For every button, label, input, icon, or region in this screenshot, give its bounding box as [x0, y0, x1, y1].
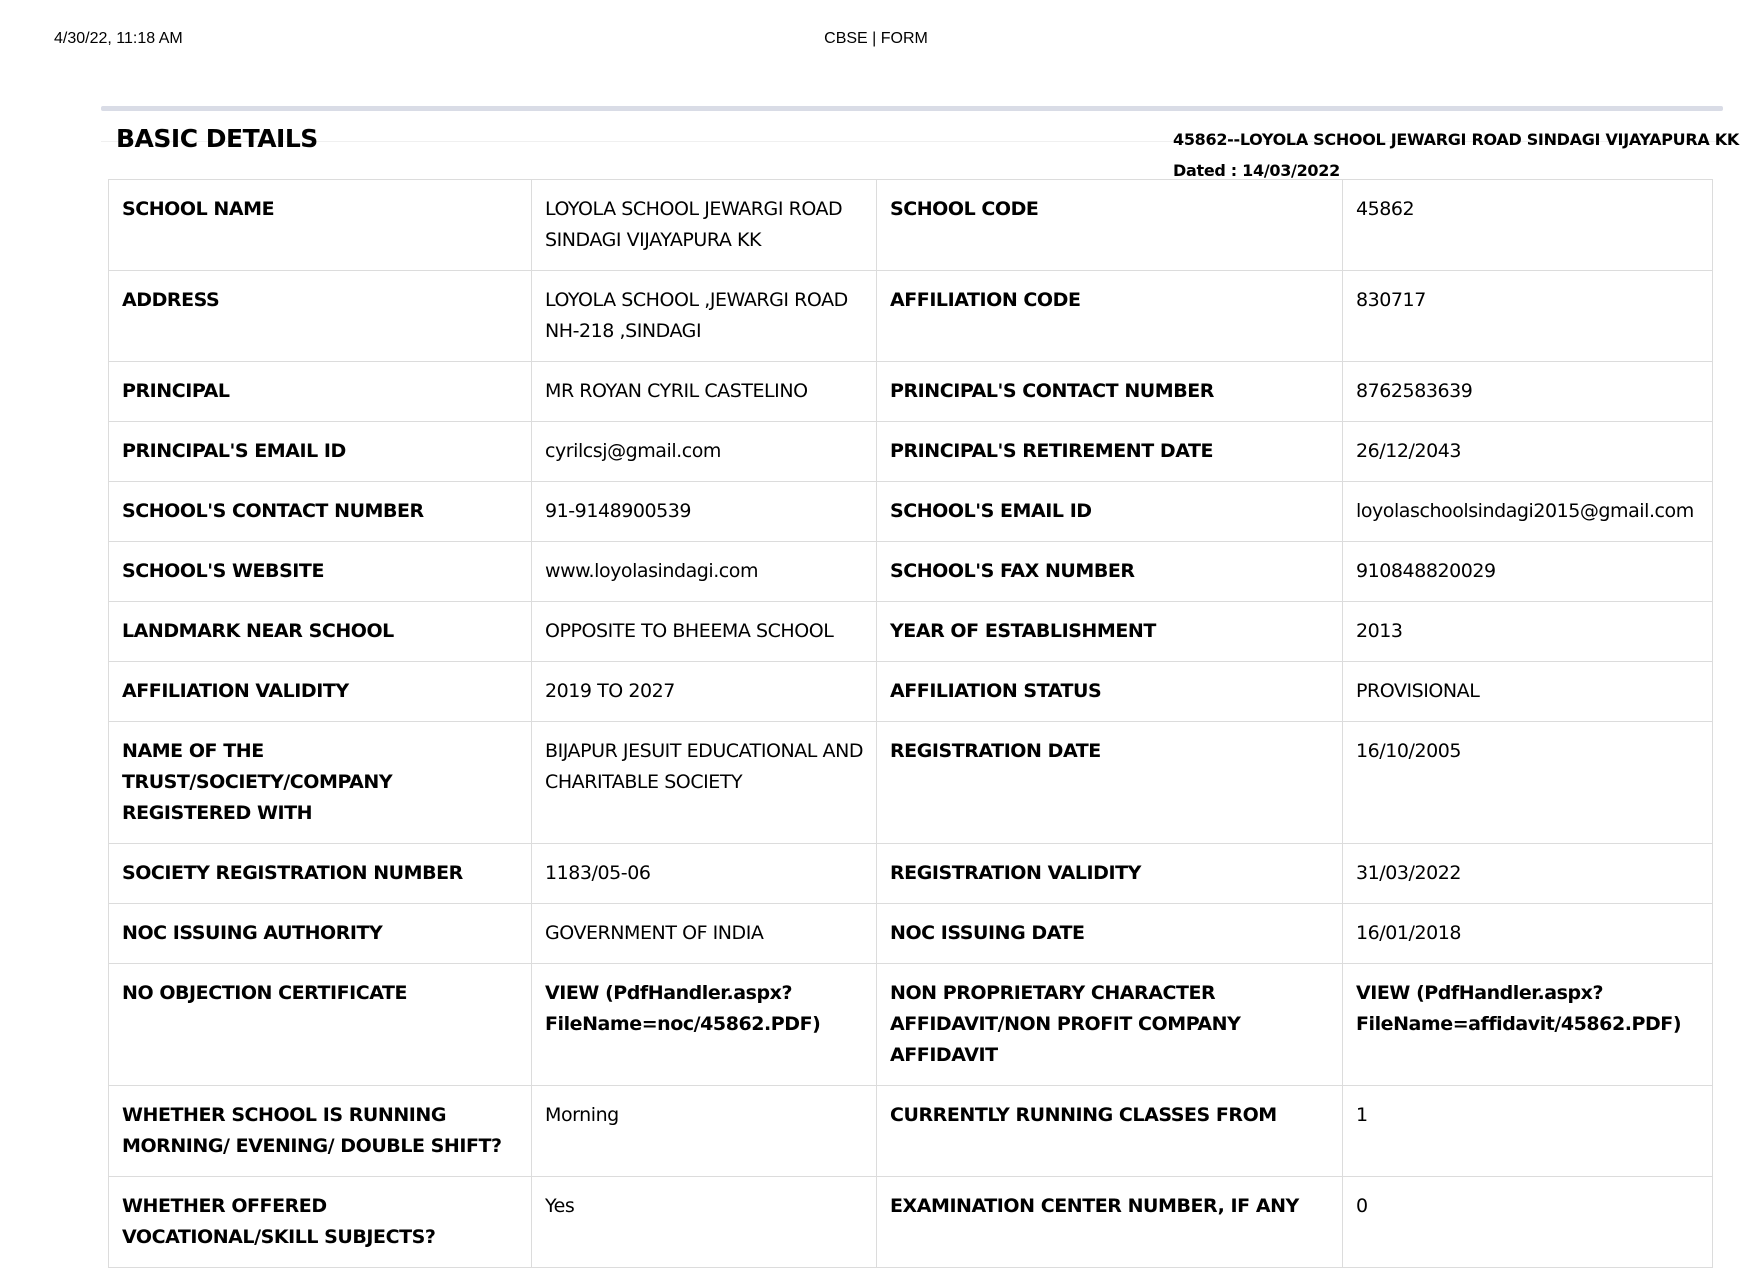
field-value: Yes: [532, 1177, 877, 1268]
field-label: SOCIETY REGISTRATION NUMBER: [109, 844, 532, 904]
field-value: 8762583639: [1343, 362, 1713, 422]
field-value: MR ROYAN CYRIL CASTELINO: [532, 362, 877, 422]
field-label: SCHOOL'S WEBSITE: [109, 542, 532, 602]
field-value: 91-9148900539: [532, 482, 877, 542]
field-value: 16/01/2018: [1343, 904, 1713, 964]
field-value: 0: [1343, 1177, 1713, 1268]
print-timestamp: 4/30/22, 11:18 AM: [54, 30, 183, 47]
table-row: [109, 542, 1713, 602]
noc-view-link[interactable]: [532, 964, 877, 1086]
field-label: NAME OF THE TRUST/SOCIETY/COMPANY REGISTERED WITH: [109, 722, 532, 844]
field-label: SCHOOL'S EMAIL ID: [877, 482, 1343, 542]
field-label: SCHOOL CODE: [877, 180, 1343, 271]
field-label: AFFILIATION STATUS: [877, 662, 1343, 722]
field-label: SCHOOL'S FAX NUMBER: [877, 542, 1343, 602]
field-label: AFFILIATION CODE: [877, 271, 1343, 362]
email-value[interactable]: loyolaschoolsindagi2015@gmail.com: [1343, 482, 1713, 542]
field-value: 1: [1343, 1086, 1713, 1177]
field-value: 2019 TO 2027: [532, 662, 877, 722]
field-label: PRINCIPAL'S RETIREMENT DATE: [877, 422, 1343, 482]
field-value: 45862: [1343, 180, 1713, 271]
table-row: [109, 722, 1713, 844]
school-heading: 45862--LOYOLA SCHOOL JEWARGI ROAD SINDAGI VIJAYAPURA KK: [1173, 130, 1739, 149]
field-value: Morning: [532, 1086, 877, 1177]
field-label: SCHOOL'S CONTACT NUMBER: [109, 482, 532, 542]
field-label: REGISTRATION DATE: [877, 722, 1343, 844]
table-row: [109, 271, 1713, 362]
field-label: REGISTRATION VALIDITY: [877, 844, 1343, 904]
website-link[interactable]: www.loyolasindagi.com: [532, 542, 877, 602]
field-label: NOC ISSUING AUTHORITY: [109, 904, 532, 964]
table-row: [109, 844, 1713, 904]
field-value: LOYOLA SCHOOL JEWARGI ROAD SINDAGI VIJAYAPURA KK: [532, 180, 877, 271]
field-label: SCHOOL NAME: [109, 180, 532, 271]
basic-details-table: [108, 179, 1713, 1268]
field-value: 31/03/2022: [1343, 844, 1713, 904]
field-label: WHETHER OFFERED VOCATIONAL/SKILL SUBJECTS?: [109, 1177, 532, 1268]
link-line: VIEW (PdfHandler.aspx?: [545, 982, 793, 1004]
section-title: BASIC DETAILS: [116, 124, 318, 153]
field-value: 2013: [1343, 602, 1713, 662]
table-row: [109, 904, 1713, 964]
field-value: 1183/05-06: [532, 844, 877, 904]
field-label: ADDRESS: [109, 271, 532, 362]
field-value: 830717: [1343, 271, 1713, 362]
field-value: 910848820029: [1343, 542, 1713, 602]
table-row: [109, 602, 1713, 662]
field-label: EXAMINATION CENTER NUMBER, IF ANY: [877, 1177, 1343, 1268]
link-line: FileName=affidavit/45862.PDF): [1356, 1013, 1682, 1035]
print-title: CBSE | FORM: [824, 30, 928, 47]
affidavit-view-link[interactable]: [1343, 964, 1713, 1086]
table-row: [109, 180, 1713, 271]
table-row: [109, 1086, 1713, 1177]
table-row: [109, 964, 1713, 1086]
table-row: [109, 422, 1713, 482]
field-label: PRINCIPAL'S CONTACT NUMBER: [877, 362, 1343, 422]
field-value: BIJAPUR JESUIT EDUCATIONAL AND CHARITABLE SOCIETY: [532, 722, 877, 844]
field-value: GOVERNMENT OF INDIA: [532, 904, 877, 964]
field-label: CURRENTLY RUNNING CLASSES FROM: [877, 1086, 1343, 1177]
field-value: OPPOSITE TO BHEEMA SCHOOL: [532, 602, 877, 662]
table-row: [109, 482, 1713, 542]
table-row: [109, 362, 1713, 422]
field-label: PRINCIPAL'S EMAIL ID: [109, 422, 532, 482]
field-label: NON PROPRIETARY CHARACTER AFFIDAVIT/NON PROFIT COMPANY AFFIDAVIT: [877, 964, 1343, 1086]
field-label: YEAR OF ESTABLISHMENT: [877, 602, 1343, 662]
school-heading-block: [1173, 124, 1739, 186]
field-label: NO OBJECTION CERTIFICATE: [109, 964, 532, 1086]
field-value: LOYOLA SCHOOL ,JEWARGI ROAD NH-218 ,SINDAGI: [532, 271, 877, 362]
field-value: PROVISIONAL: [1343, 662, 1713, 722]
link-line: VIEW (PdfHandler.aspx?: [1356, 982, 1604, 1004]
table-row: [109, 662, 1713, 722]
field-label: WHETHER SCHOOL IS RUNNING MORNING/ EVENING/ DOUBLE SHIFT?: [109, 1086, 532, 1177]
print-header: [0, 30, 1752, 54]
dated-label: Dated : 14/03/2022: [1173, 161, 1340, 180]
email-value[interactable]: cyrilcsj@gmail.com: [532, 422, 877, 482]
field-value: 26/12/2043: [1343, 422, 1713, 482]
field-label: AFFILIATION VALIDITY: [109, 662, 532, 722]
field-label: NOC ISSUING DATE: [877, 904, 1343, 964]
field-value: 16/10/2005: [1343, 722, 1713, 844]
top-divider: [101, 106, 1723, 111]
field-label: LANDMARK NEAR SCHOOL: [109, 602, 532, 662]
table-row: [109, 1177, 1713, 1268]
link-line: FileName=noc/45862.PDF): [545, 1013, 821, 1035]
field-label: PRINCIPAL: [109, 362, 532, 422]
